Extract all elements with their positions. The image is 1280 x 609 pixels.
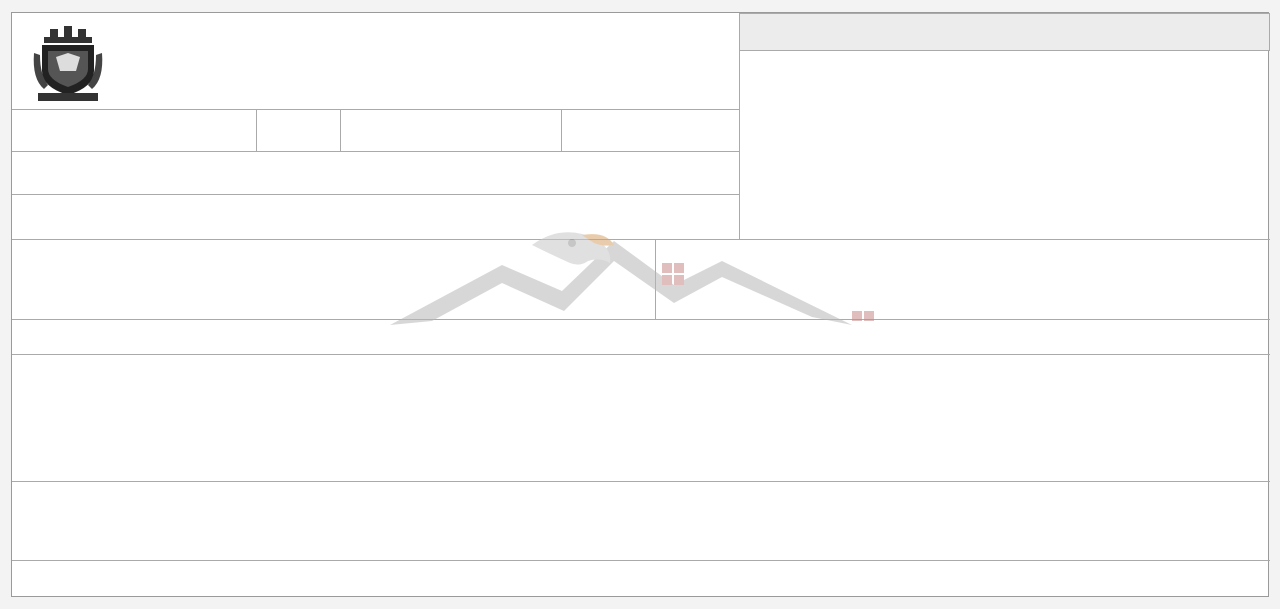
vencimentos-title-box <box>739 13 1270 51</box>
watermark-logo <box>382 221 902 391</box>
city-coat-of-arms-logo <box>30 23 106 107</box>
iptu-form <box>11 12 1269 597</box>
